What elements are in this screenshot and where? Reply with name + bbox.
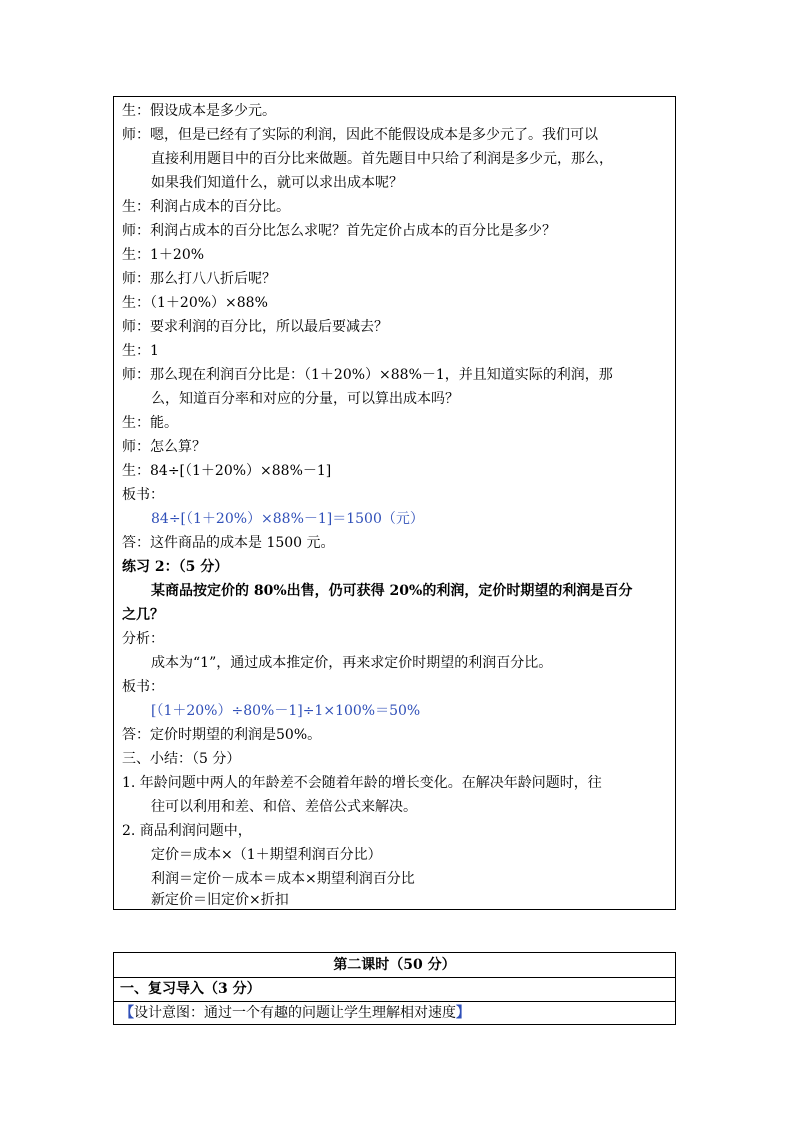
bracket-open: 【 xyxy=(120,1005,134,1021)
design-intent-text: 设计意图：通过一个有趣的问题让学生理解相对速度 xyxy=(134,1005,456,1021)
answer-line: 答：定价时期望的利润是50%。 xyxy=(122,727,322,743)
board-formula-1: 84÷[（1＋20%）×88%－1]＝1500（元） xyxy=(151,511,424,527)
formula-line: 新定价＝旧定价×折扣 xyxy=(151,892,289,908)
text-line: 师：要求利润的百分比，所以最后要减去？ xyxy=(122,319,388,335)
exercise-heading: 练习 2：（5 分） xyxy=(122,559,229,575)
review-section-heading: 一、复习导入（3 分） xyxy=(120,981,261,997)
text-line: 生：1＋20% xyxy=(122,247,205,263)
text-line: 板书： xyxy=(122,679,164,695)
answer-line: 答：这件商品的成本是 1500 元。 xyxy=(122,535,335,551)
text-line: 生：利润占成本的百分比。 xyxy=(122,199,290,215)
text-line: 直接利用题目中的百分比来做题。首先题目中只给了利润是多少元，那么， xyxy=(151,151,613,167)
lesson-content-box xyxy=(113,96,676,910)
design-intent-row xyxy=(114,1001,681,1025)
text-line: 如果我们知道什么，就可以求出成本呢？ xyxy=(151,175,403,191)
text-line: 分析： xyxy=(122,631,164,647)
text-line: 生：能。 xyxy=(122,415,178,431)
exercise-problem-cont: 之几？ xyxy=(122,607,164,623)
text-line: 生：（1＋20%）×88% xyxy=(122,295,268,311)
text-line: 板书： xyxy=(122,487,164,503)
text-line: 1. 年龄问题中两人的年龄差不会随着年龄的增长变化。在解决年龄问题时，往 xyxy=(122,775,602,791)
bracket-close: 】 xyxy=(456,1005,470,1021)
text-line: 生：1 xyxy=(122,343,159,359)
text-line: 师：怎么算？ xyxy=(122,439,206,455)
formula-line: 定价＝成本×（1＋期望利润百分比） xyxy=(151,847,382,863)
text-line: 师：那么打八八折后呢？ xyxy=(122,271,276,287)
text-line: 师：利润占成本的百分比怎么求呢？首先定价占成本的百分比是多少？ xyxy=(122,223,556,239)
second-lesson-table xyxy=(113,952,676,1025)
text-line: 成本为“1”，通过成本推定价，再来求定价时期望的利润百分比。 xyxy=(151,655,553,671)
second-lesson-title: 第二课时（50 分） xyxy=(333,957,456,973)
text-line: 么，知道百分率和对应的分量，可以算出成本吗？ xyxy=(151,391,459,407)
text-line: 往可以利用和差、和倍、差倍公式来解决。 xyxy=(151,799,417,815)
exercise-problem: 某商品按定价的 80%出售，仍可获得 20%的利润，定价时期望的利润是百分 xyxy=(151,583,633,599)
formula-line: 利润＝定价－成本＝成本×期望利润百分比 xyxy=(151,871,415,887)
text-line: 师：那么现在利润百分比是：（1＋20%）×88%－1，并且知道实际的利润，那 xyxy=(122,367,613,383)
text-line: 生：84÷[（1＋20%）×88%－1] xyxy=(122,463,332,479)
text-line: 生：假设成本是多少元。 xyxy=(122,103,276,119)
text-line: 2. 商品利润问题中， xyxy=(122,823,252,839)
text-line: 师：嗯，但是已经有了实际的利润，因此不能假设成本是多少元了。我们可以 xyxy=(122,127,598,143)
board-formula-2: [（1＋20%）÷80%－1]÷1×100%＝50% xyxy=(151,703,421,719)
summary-heading: 三、小结：（5 分） xyxy=(122,751,241,767)
